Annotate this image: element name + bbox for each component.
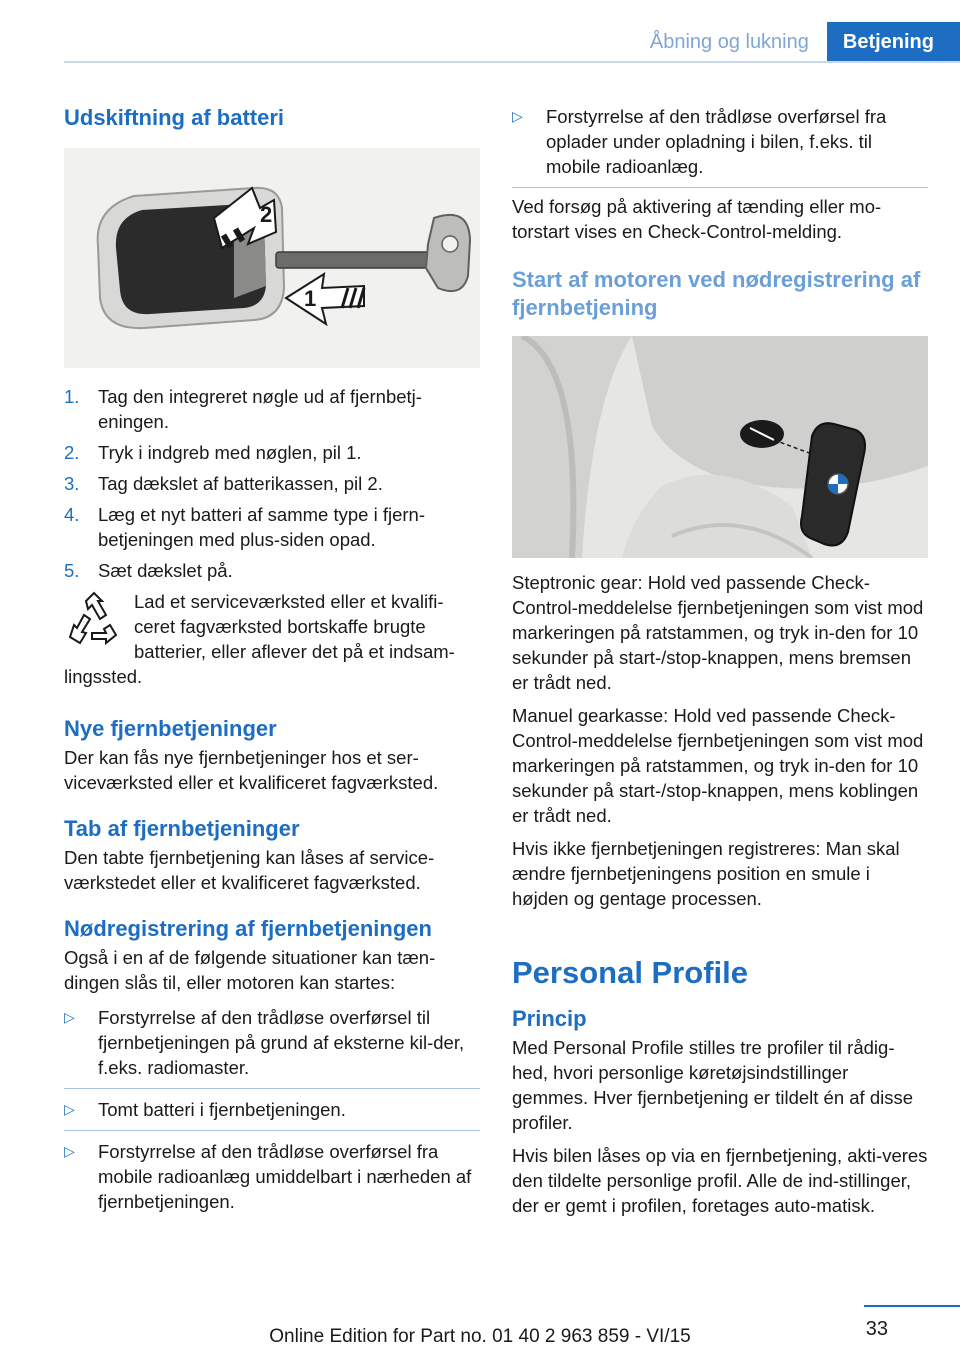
start-engine-title: Start af motoren ved nødregistrering af fjernbetjening [512, 267, 921, 320]
edition-text: Online Edition for Part no. 01 40 2 963 859 - VI/15 [269, 1326, 691, 1347]
step-number: 2. [64, 442, 80, 463]
footer-rule [864, 1305, 960, 1307]
header-nav [632, 22, 960, 62]
new-remotes-title: Nye fjernbetjeninger [64, 716, 277, 741]
step-text: Tag dækslet af batterikassen, pil 2. [98, 473, 383, 494]
new-remotes-text: Der kan fås nye fjernbetjeninger hos et ser‐viceværksted eller et kvalificeret fagværksted. [64, 747, 439, 793]
list-item [64, 1005, 480, 1088]
bullet-text: Tomt batteri i fjernbetjeningen. [98, 1099, 346, 1120]
list-item [64, 1089, 480, 1130]
triangle-bullet-icon: ▷ [64, 1101, 75, 1117]
emergency-registration-title: Nødregistrering af fjernbetjeningen [64, 916, 432, 941]
key-battery-illustration [64, 148, 480, 368]
principle-title: Princip [512, 1006, 587, 1031]
lost-remotes-title: Tab af fjernbetjeninger [64, 816, 300, 841]
list-item [64, 502, 480, 552]
page-number: 33 [865, 1318, 888, 1340]
figure-arrow-label-2: 2 [260, 202, 273, 227]
principle-text-2: Hvis bilen låses op via en fjernbetjening, akti‐veres den tildelte personlige profil. Alle de ind‐stillinger, der er gemt i profilen, foretages auto‐matisk. [512, 1145, 928, 1216]
step-number: 5. [64, 560, 80, 581]
steptronic-text: Steptronic gear: Hold ved passende Check-Control-meddelelse fjernbetjeningen som vist mod markeringen på ratstammen, og tryk in‐den for 10 sekunder på start-/stop-knappen, mens bremsen er trådt ned. [512, 572, 924, 693]
step-number: 1. [64, 386, 80, 407]
not-registered-text: Hvis ikke fjernbetjeningen registreres: Man skal ændre fjernbetjeningens position en smule i højden og gentage processen. [512, 838, 900, 909]
triangle-bullet-icon: ▷ [64, 1143, 75, 1159]
recycle-text: Lad et serviceværksted eller et kvalifi‐ceret fagværksted bortskaffe brugte batterier, eller aflever det på et indsam‐lingssted. [64, 591, 455, 687]
right-bullet-list [512, 104, 928, 187]
list-item [64, 1131, 480, 1214]
list-item [64, 384, 480, 434]
steering-column-figure [512, 336, 928, 558]
header-chapter-label: Betjening [827, 22, 960, 62]
bullet-text: Forstyrrelse af den trådløse overførsel fra mobile radioanlæg umiddelbart i nærheden af fjernbetjeningen. [98, 1141, 472, 1212]
lost-remotes-text: Den tabte fjernbetjening kan låses af service‐værkstedet eller et kvalificeret fagværksted. [64, 847, 435, 893]
right-column [512, 100, 928, 1218]
key-battery-figure [64, 148, 480, 368]
steering-column-illustration [512, 336, 928, 558]
figure-arrow-label-1: 1 [304, 286, 317, 311]
step-number: 3. [64, 473, 80, 494]
list-item [64, 471, 480, 496]
step-text: Læg et nyt batteri af samme type i fjern‐betjeningen med plus-siden opad. [98, 504, 425, 550]
header-rule [64, 61, 960, 63]
triangle-bullet-icon: ▷ [512, 108, 523, 124]
list-item [64, 558, 480, 583]
left-column [64, 100, 480, 1214]
principle-text-1: Med Personal Profile stilles tre profiler til rådig‐hed, hvori personlige køretøjsindstillinger gemmes. Hver fjernbetjening er tildelt én af disse profiler. [512, 1037, 914, 1133]
recycle-icon [68, 591, 120, 653]
check-control-text: Ved forsøg på aktivering af tænding eller mo‐torstart vises en Check-Control-melding. [512, 196, 882, 242]
manual-gearbox-text: Manuel gearkasse: Hold ved passende Check-Control-meddelelse fjernbetjeningen som vist mod markeringen på ratstammen, og tryk in‐den for 10 sekunder på start-/stop-knappen, mens koblingen er trådt ned. [512, 705, 924, 826]
header-section-label: Åbning og lukning [649, 31, 809, 53]
battery-section-title: Udskiftning af batteri [64, 105, 285, 130]
battery-steps-list [64, 384, 480, 583]
step-text: Tag den integreret nøgle ud af fjernbetj‐eningen. [98, 386, 422, 432]
emergency-registration-text: Også i en af de følgende situationer kan tæn‐dingen slås til, eller motoren kan startes: [64, 947, 436, 993]
step-number: 4. [64, 504, 80, 525]
step-text: Sæt dækslet på. [98, 560, 233, 581]
personal-profile-title: Personal Profile [512, 955, 749, 990]
list-separator [512, 187, 928, 188]
bullet-text: Forstyrrelse af den trådløse overførsel til fjernbetjeningen på grund af eksterne kil‐der, f.eks. radiomaster. [98, 1007, 465, 1078]
triangle-bullet-icon: ▷ [64, 1009, 75, 1025]
bullet-text: Forstyrrelse af den trådløse overførsel fra oplader under opladning i bilen, f.eks. til mobile radioanlæg. [546, 106, 887, 177]
list-item [64, 440, 480, 465]
emergency-bullets-list [64, 1005, 480, 1214]
recycle-note [64, 589, 480, 689]
list-item [512, 104, 928, 187]
step-text: Tryk i indgreb med nøglen, pil 1. [98, 442, 362, 463]
